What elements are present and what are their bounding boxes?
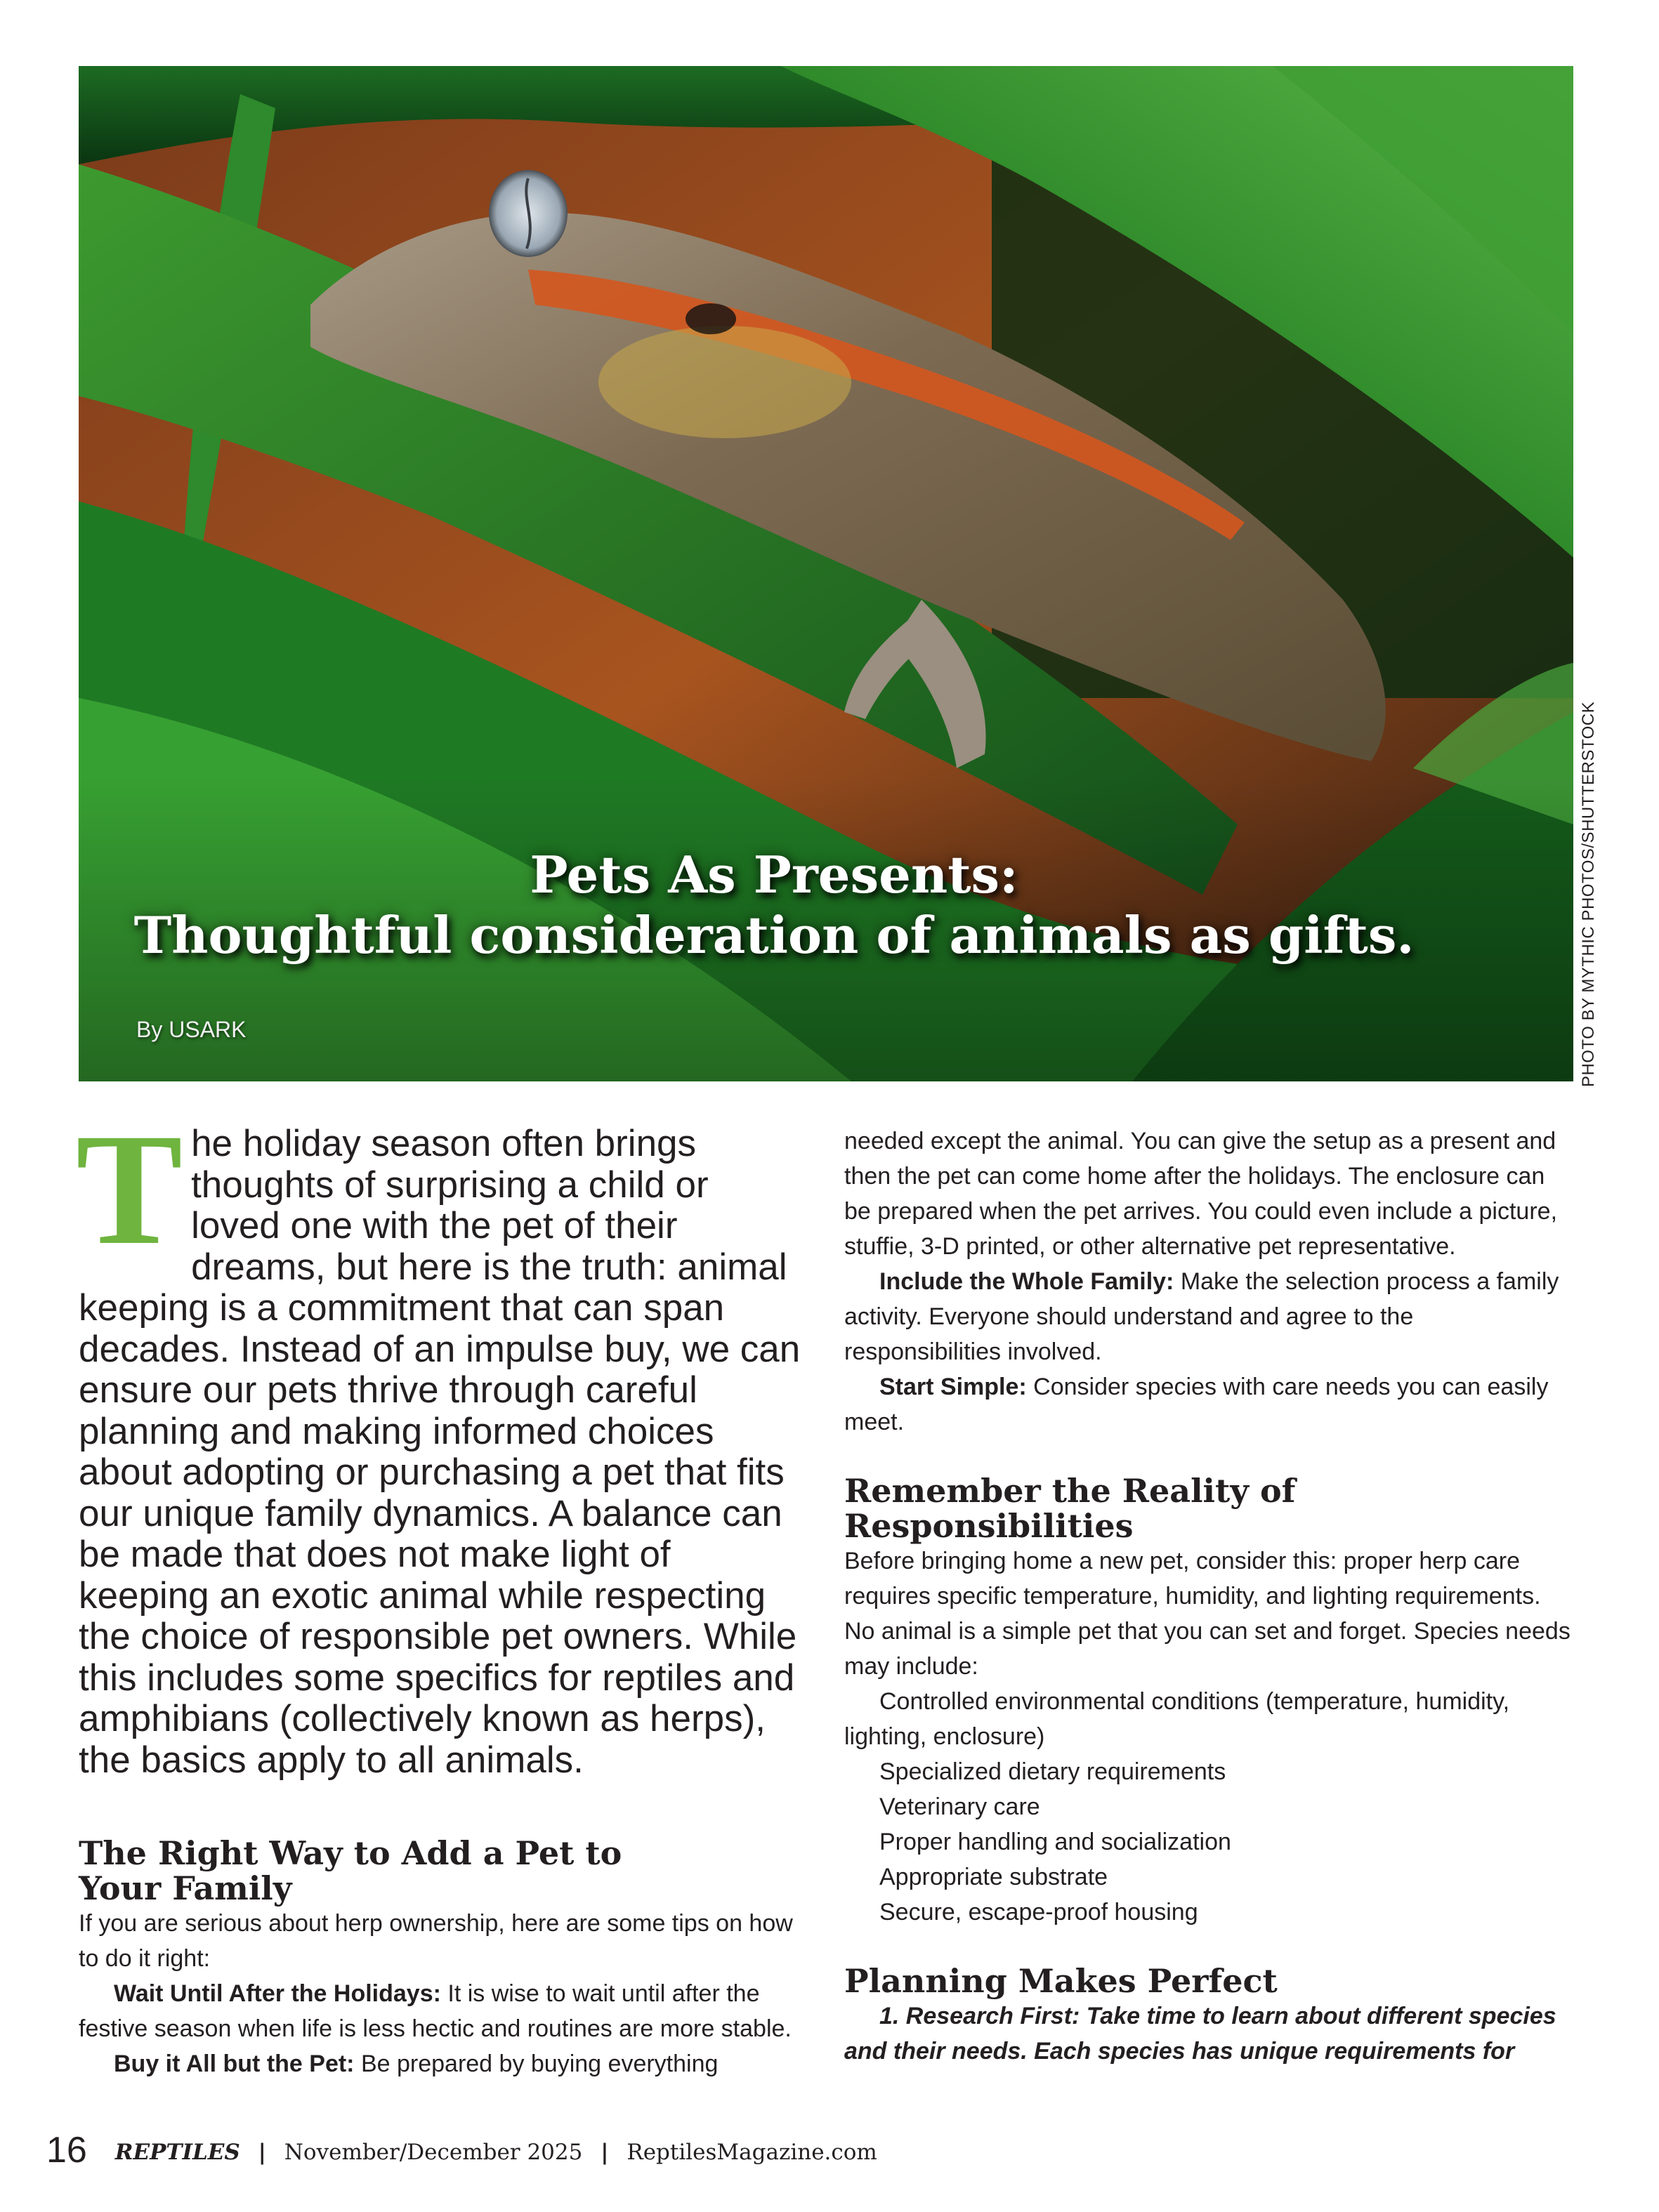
intro-line-1: he holiday season often brings: [191, 1123, 697, 1164]
heading-line: The Right Way to Add a Pet to: [79, 1834, 622, 1872]
section-heading-planning: Planning Makes Perfect: [844, 1962, 1278, 2000]
tip-text: Consider species with care needs you can easily meet.: [844, 1374, 1549, 1435]
list-item: Specialized dietary requirements: [879, 1758, 1226, 1785]
list-item: Proper handling and socialization: [879, 1829, 1231, 1855]
tip-text: It is wise to wait until after the festive season when life is less hectic and routines are more stable.: [79, 1980, 792, 2042]
list-item: Secure, escape-proof housing: [879, 1899, 1198, 1925]
tip-wait: [79, 1976, 804, 2046]
section-heading-reality: [844, 1473, 1575, 1543]
tip-label: Buy it All but the Pet:: [114, 2050, 355, 2077]
section-intro: Before bringing home a new pet, consider this: proper herp care requires specific temperature, humidity, and lighting requirements. No animal is a simple pet that you can set and forget. Species needs may include:: [844, 1548, 1571, 1680]
tip-label: Include the Whole Family:: [879, 1268, 1174, 1295]
left-column: [76, 1101, 804, 2081]
list-item: Controlled environmental conditions (temperature, humidity, lighting, enclosure): [844, 1688, 1510, 1750]
intro-line-2: thoughts of surprising a child or: [191, 1164, 709, 1206]
intro-line-3: loved one with the pet of their: [191, 1205, 678, 1246]
article-subtitle: Thoughtful consideration of animals as gifts.: [133, 905, 1415, 965]
intro-rest: dreams, but here is the truth: animal keeping is a commitment that can span decades. Instead of an impulse buy, we can ensure our pets thrive through careful planning and making informed choices about adopting or purchasing a pet that fits our unique family dynamics. A balance can be made that does not make light of keeping an exotic animal while respecting the choice of responsible pet owners. While this includes some specifics for reptiles and amphibians (collectively known as herps), the basics apply to all animals.: [79, 1246, 801, 1781]
right-column: [844, 1124, 1575, 2069]
hero-photo: [79, 66, 1573, 1081]
intro-paragraph: [76, 1101, 804, 1781]
tip-label: Start Simple:: [879, 1374, 1027, 1400]
continuation-paragraph: needed except the animal. You can give the setup as a present and then the pet can come home after the holidays. The enclosure can be prepared when the pet arrives. You could even include a picture, stuffie, 3-D printed, or other alternative pet representative.: [844, 1128, 1558, 1260]
tip-buy-all: [79, 2046, 804, 2081]
drop-cap: T: [76, 1101, 183, 1278]
tip-text: Make the selection process a family activity. Everyone should understand and agree to the responsibilities involved.: [844, 1268, 1559, 1365]
magazine-name: REPTILES: [114, 2140, 240, 2165]
planning-item-1: 1. Research First: Take time to learn about different species and their needs. Each species has unique requirements for: [844, 2003, 1556, 2065]
list-item: Veterinary care: [879, 1793, 1040, 1820]
section-heading-right-way: [79, 1836, 804, 1906]
tip-whole-family: [844, 1264, 1575, 1369]
section-intro: If you are serious about herp ownership, here are some tips on how to do it right:: [79, 1910, 793, 1972]
heading-line: Your Family: [79, 1869, 292, 1907]
separator: |: [258, 2140, 266, 2165]
page-number: 16: [46, 2130, 87, 2171]
tip-text: Be prepared by buying everything: [354, 2050, 719, 2077]
byline: By USARK: [136, 1017, 247, 1042]
page-footer: [46, 2129, 877, 2171]
website-link[interactable]: ReptilesMagazine.com: [627, 2140, 877, 2165]
article-title: Pets As Presents:: [530, 845, 1018, 904]
tip-label: Wait Until After the Holidays:: [114, 1980, 441, 2007]
issue-date: November/December 2025: [284, 2140, 583, 2165]
heading-line: Responsibilities: [844, 1507, 1134, 1545]
tip-start-simple: [844, 1369, 1575, 1440]
photo-credit: PHOTO BY MYTHIC PHOTOS/SHUTTERSTOCK: [1579, 701, 1598, 1087]
list-item: Appropriate substrate: [879, 1864, 1108, 1890]
separator: |: [601, 2140, 609, 2165]
heading-line: Remember the Reality of: [844, 1472, 1296, 1510]
